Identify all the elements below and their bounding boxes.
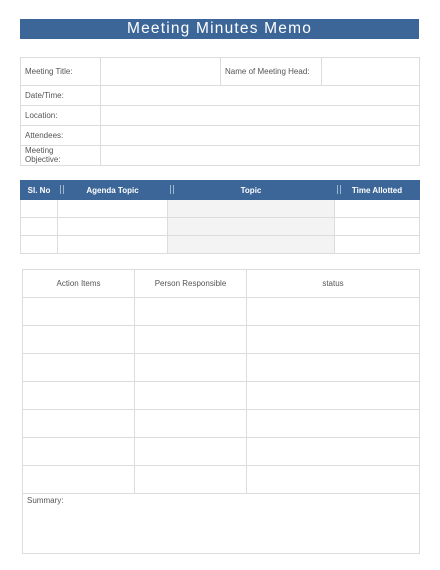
- agenda-cell-time[interactable]: [335, 200, 420, 218]
- action-cell-item[interactable]: [23, 298, 135, 326]
- action-cell-status[interactable]: [247, 326, 420, 354]
- objective-label-line1: Meeting: [25, 146, 54, 155]
- agenda-cell-agenda-topic[interactable]: [58, 200, 168, 218]
- action-row: [23, 410, 420, 438]
- action-cell-item[interactable]: [23, 466, 135, 494]
- summary-label: Summary:: [27, 496, 64, 505]
- action-cell-person[interactable]: [135, 326, 247, 354]
- action-cell-item[interactable]: [23, 326, 135, 354]
- agenda-row: [21, 218, 420, 236]
- agenda-header-row: [21, 181, 420, 200]
- action-row: [23, 354, 420, 382]
- agenda-cell-time[interactable]: [335, 218, 420, 236]
- objective-label-line2: Objective:: [25, 154, 61, 164]
- action-header-person: Person Responsible: [135, 270, 247, 298]
- agenda-header-topic: Topic: [168, 181, 335, 200]
- agenda-table: [20, 180, 420, 254]
- objective-field[interactable]: [101, 146, 420, 166]
- meeting-head-label: Name of Meeting Head:: [221, 58, 322, 86]
- action-cell-item[interactable]: [23, 382, 135, 410]
- action-header-row: [23, 270, 420, 298]
- action-cell-status[interactable]: [247, 410, 420, 438]
- agenda-row: [21, 236, 420, 254]
- agenda-row: [21, 200, 420, 218]
- agenda-header-agenda-topic: Agenda Topic: [58, 181, 168, 200]
- summary-field[interactable]: [23, 494, 420, 554]
- action-cell-item[interactable]: [23, 354, 135, 382]
- action-header-status: status: [247, 270, 420, 298]
- column-divider-icon: [170, 185, 174, 194]
- action-cell-person[interactable]: [135, 382, 247, 410]
- action-cell-status[interactable]: [247, 438, 420, 466]
- objective-label: [21, 146, 101, 166]
- meeting-title-field[interactable]: [101, 58, 221, 86]
- location-field[interactable]: [101, 106, 420, 126]
- action-header-items: Action Items: [23, 270, 135, 298]
- meeting-title-label: Meeting Title:: [21, 58, 101, 86]
- agenda-cell-topic[interactable]: [168, 236, 335, 254]
- attendees-field[interactable]: [101, 126, 420, 146]
- datetime-field[interactable]: [101, 86, 420, 106]
- action-row: [23, 466, 420, 494]
- agenda-header-time: Time Allotted: [335, 181, 420, 200]
- action-cell-status[interactable]: [247, 354, 420, 382]
- action-cell-item[interactable]: [23, 438, 135, 466]
- action-cell-person[interactable]: [135, 354, 247, 382]
- action-cell-status[interactable]: [247, 382, 420, 410]
- agenda-cell-agenda-topic[interactable]: [58, 218, 168, 236]
- page-title: Meeting Minutes Memo: [20, 19, 419, 39]
- agenda-cell-slno[interactable]: [21, 236, 58, 254]
- agenda-header-slno: Sl. No: [21, 181, 58, 200]
- action-row: [23, 326, 420, 354]
- meeting-head-field[interactable]: [322, 58, 420, 86]
- datetime-label: Date/Time:: [21, 86, 101, 106]
- attendees-label: Attendees:: [21, 126, 101, 146]
- action-cell-item[interactable]: [23, 410, 135, 438]
- summary-row: [23, 494, 420, 554]
- agenda-cell-time[interactable]: [335, 236, 420, 254]
- location-label: Location:: [21, 106, 101, 126]
- agenda-cell-slno[interactable]: [21, 218, 58, 236]
- action-row: [23, 298, 420, 326]
- action-cell-person[interactable]: [135, 466, 247, 494]
- action-cell-status[interactable]: [247, 466, 420, 494]
- action-cell-person[interactable]: [135, 410, 247, 438]
- agenda-cell-topic[interactable]: [168, 200, 335, 218]
- action-row: [23, 438, 420, 466]
- action-cell-person[interactable]: [135, 298, 247, 326]
- column-divider-icon: [337, 185, 341, 194]
- agenda-cell-slno[interactable]: [21, 200, 58, 218]
- action-items-table: [22, 269, 420, 554]
- meeting-info-table: [20, 57, 420, 166]
- action-row: [23, 382, 420, 410]
- agenda-cell-topic[interactable]: [168, 218, 335, 236]
- column-divider-icon: [60, 185, 64, 194]
- action-cell-status[interactable]: [247, 298, 420, 326]
- agenda-cell-agenda-topic[interactable]: [58, 236, 168, 254]
- action-cell-person[interactable]: [135, 438, 247, 466]
